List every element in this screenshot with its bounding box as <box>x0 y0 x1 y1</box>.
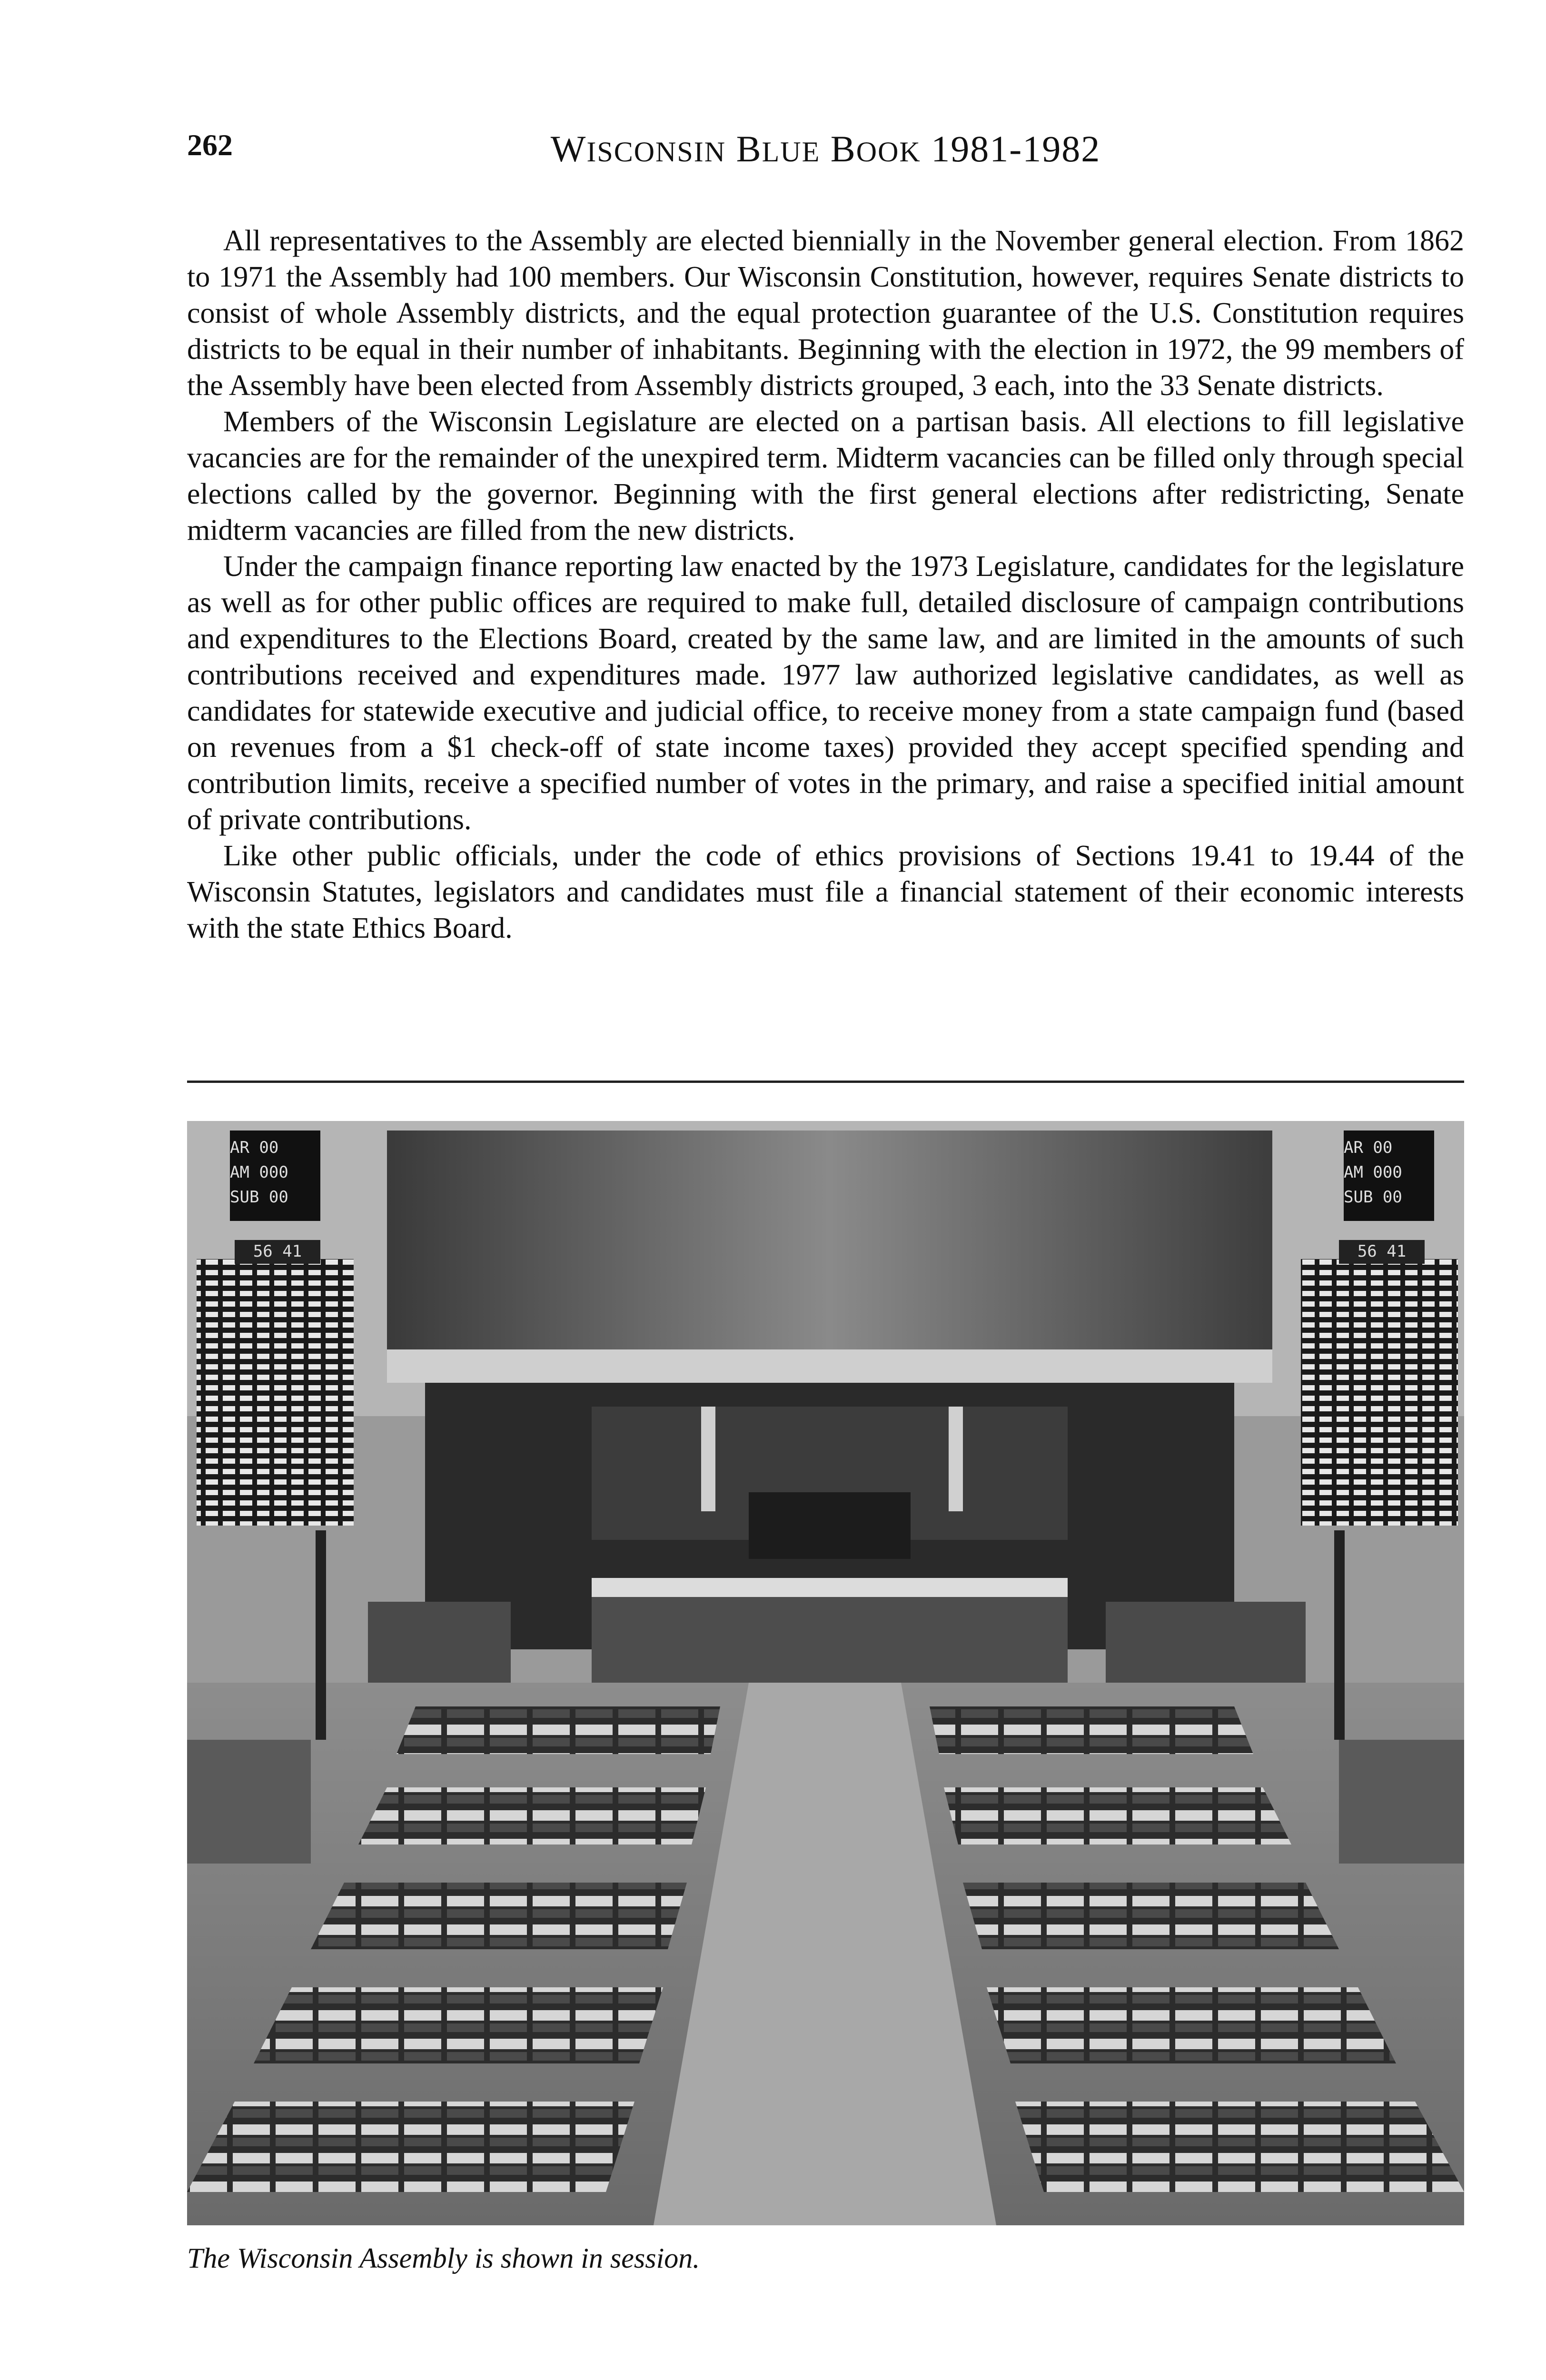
page-header <box>187 128 1464 180</box>
right-board-counter: 56 41 <box>1357 1242 1407 1261</box>
running-title: WISCONSIN BLUE BOOK 1981-1982 <box>550 128 1101 169</box>
paragraph-partisan-basis: Members of the Wisconsin Legislature are elected on a partisan basis. All elections to fill legislative vacancies are for the remainder of the unexpired term. Midterm vacancies can be filled only through special elections called by the governor. Beginning with the first general elections after redistricting, Senate midterm vacancies are filled from the new districts. <box>187 406 1464 546</box>
paragraph-campaign-finance: Under the campaign finance reporting law enacted by the 1973 Legislature, candidates for the legislature as well as for other public offices are required to make full, detailed disclosure of campaign contributions and expenditures to the Elections Board, created by the same law, and are limited in the amounts of such contributions received and expenditures made. 1977 law authorized legislative candidates, as well as candidates for statewide executive and judicial office, to receive money from a state campaign fund (based on revenues from a $1 check-off of state income taxes) provided they accept specified spending and contribution limits, receive a specified number of votes in the primary, and raise a specified initial amount of private contributions. <box>187 550 1464 836</box>
page-number: 262 <box>187 128 233 162</box>
photo-caption: The Wisconsin Assembly is shown in session. <box>187 2242 700 2274</box>
right-vote-tally: AR 00 AM 000 SUB 00 <box>1344 1138 1402 1207</box>
horizontal-rule <box>187 1081 1464 1083</box>
left-board-counter: 56 41 <box>253 1242 302 1261</box>
left-vote-tally: AR 00 AM 000 SUB 00 <box>230 1138 288 1207</box>
paragraph-ethics: Like other public officials, under the code of ethics provisions of Sections 19.41 to 19.44 of the Wisconsin Statutes, legislators and candidates must file a financial statement of their economic interests with the state Ethics Board. <box>187 840 1464 944</box>
assembly-photo <box>187 1121 1464 2225</box>
paragraph-assembly-elections: All representatives to the Assembly are elected biennially in the November general election. From 1862 to 1971 the Assembly had 100 members. Our Wisconsin Constitution, however, requires Senate districts to consist of whole Assembly districts, and the equal protection guarantee of the U.S. Constitution requires districts to be equal in their number of inhabitants. Beginning with the election in 1972, the 99 members of the Assembly have been elected from Assembly districts grouped, 3 each, into the 33 Senate districts. <box>187 225 1464 402</box>
body-text <box>187 223 1464 946</box>
